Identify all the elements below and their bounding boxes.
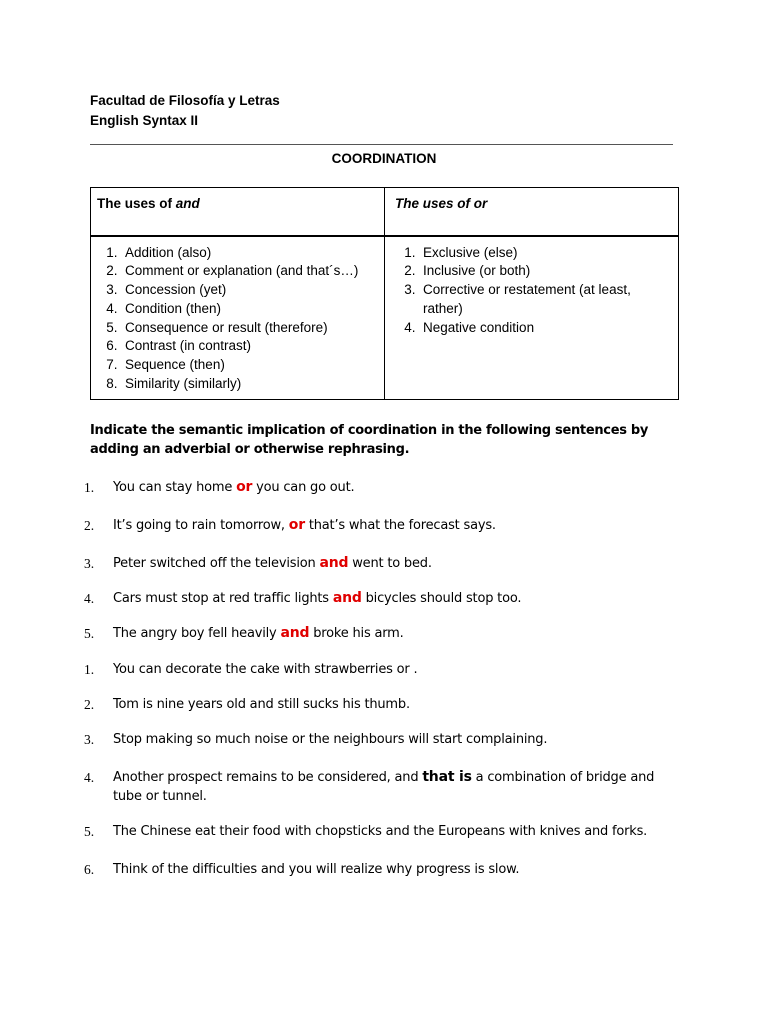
exercise-sentence: 2. It’s going to rain tomorrow, or that’s what the forecast says. bbox=[84, 517, 496, 533]
course-name: English Syntax II bbox=[90, 113, 199, 128]
list-item: rather) bbox=[423, 300, 463, 316]
exercise-sentence: 6. Think of the difficulties and you will realize why progress is slow. bbox=[84, 862, 520, 877]
uses-of-or-header: The uses of or bbox=[385, 188, 679, 236]
exercise-sentence: 3. Peter switched off the television and went to bed. bbox=[84, 555, 432, 571]
list-item: 2. Inclusive (or both) bbox=[404, 263, 531, 279]
list-item: 4. Condition (then) bbox=[106, 300, 222, 316]
exercise-sentence: 3. Stop making so much noise or the neighbours will start complaining. bbox=[84, 732, 548, 747]
faculty-name: Facultad de Filosofía y Letras bbox=[90, 93, 280, 108]
exercise-sentence: 4. Another prospect remains to be considered, and that is a combination of bridge and tube or tunnel. bbox=[84, 769, 655, 804]
or-uses-list bbox=[395, 244, 672, 338]
exercise-sentence: 1. You can stay home or you can go out. bbox=[84, 479, 355, 495]
list-item: 4. Negative condition bbox=[404, 319, 535, 335]
list-item: 6. Contrast (in contrast) bbox=[106, 338, 252, 354]
exercise-sentence: 1. You can decorate the cake with strawberries or . bbox=[84, 662, 418, 677]
list-item: 8. Similarity (similarly) bbox=[106, 376, 242, 392]
exercise-sentence: 5. The Chinese eat their food with chopsticks and the Europeans with knives and forks. bbox=[84, 824, 648, 839]
header-divider bbox=[90, 144, 673, 145]
and-uses-list bbox=[97, 244, 378, 394]
uses-table-body-row bbox=[91, 236, 679, 400]
uses-table-header-row bbox=[91, 188, 679, 236]
list-item: 3. Corrective or restatement (at least, bbox=[404, 282, 631, 298]
document-title: COORDINATION bbox=[331, 151, 437, 166]
exercise-instruction: Indicate the semantic implication of coordination in the following sentences by adding an adverbial or otherwise rephrasing. bbox=[90, 423, 649, 457]
uses-of-and-header-emphasis: and bbox=[175, 196, 200, 211]
list-item: 3. Concession (yet) bbox=[106, 282, 227, 298]
exercise-sentence: 2. Tom is nine years old and still sucks his thumb. bbox=[84, 697, 410, 712]
and-uses-cell bbox=[91, 236, 385, 400]
exercise-sentence: 4. Cars must stop at red traffic lights and bicycles should stop too. bbox=[84, 590, 522, 606]
or-uses-cell bbox=[385, 236, 679, 400]
exercise-sentence: 5. The angry boy fell heavily and broke his arm. bbox=[84, 625, 404, 641]
list-item: 1. Exclusive (else) bbox=[404, 244, 518, 260]
list-item: 2. Comment or explanation (and that´s…) bbox=[106, 263, 359, 279]
uses-of-and-header bbox=[91, 188, 385, 236]
uses-of-and-header-prefix: The uses of bbox=[97, 196, 176, 211]
list-item: 1. Addition (also) bbox=[106, 244, 212, 260]
list-item: 7. Sequence (then) bbox=[106, 357, 225, 373]
uses-table bbox=[90, 187, 679, 400]
list-item: 5. Consequence or result (therefore) bbox=[106, 319, 328, 335]
